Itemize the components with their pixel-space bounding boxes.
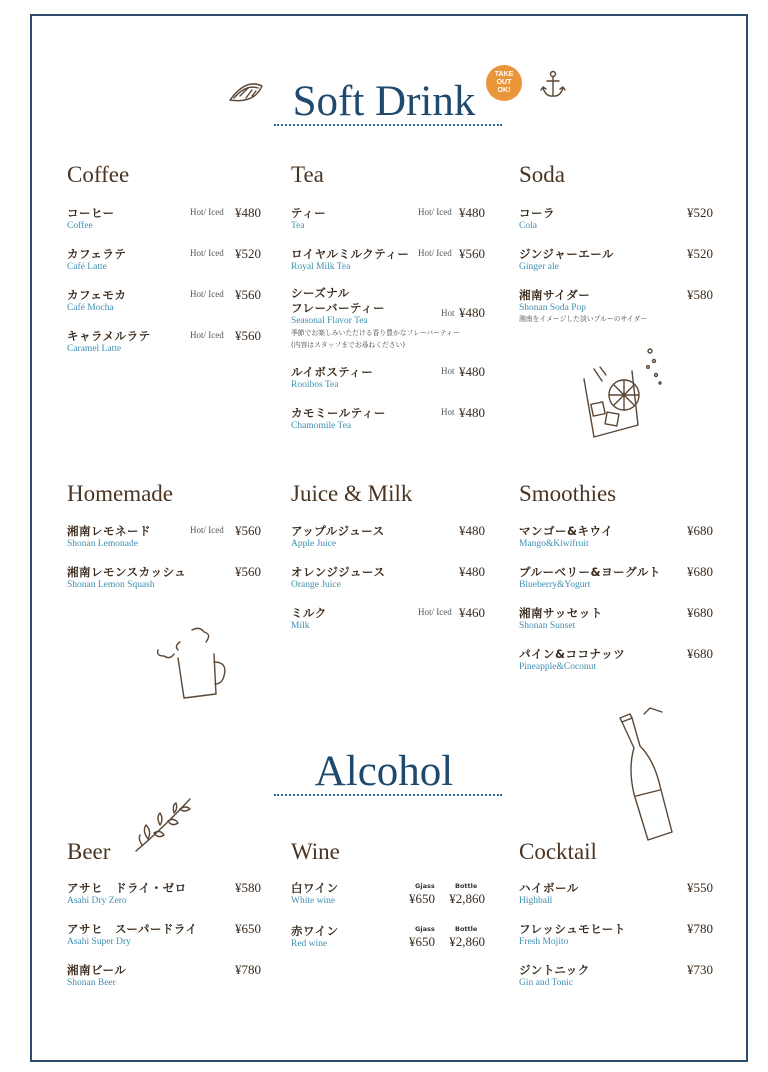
item-name-en: Café Latte <box>67 262 107 272</box>
item-name-en: Shonan Soda Pop <box>519 303 587 313</box>
item-name-en: Caramel Latte <box>67 344 122 354</box>
hot-label: Hot <box>441 407 455 417</box>
item-name-en: Asahi Dry Zero <box>67 896 127 906</box>
item-price: ¥560 <box>235 564 261 579</box>
soda-heading: Soda <box>519 162 565 187</box>
menu-item <box>67 880 261 916</box>
item-price: ¥520 <box>687 246 713 261</box>
menu-item <box>519 646 713 682</box>
item-name-en: Pineapple&Coconut <box>519 662 597 672</box>
item-name-jp: 湘南レモンスカッシュ <box>67 565 187 579</box>
soda-glass-icon <box>580 345 670 445</box>
hot-label: Hot <box>441 366 455 376</box>
item-price: ¥480 <box>459 305 485 320</box>
bottle-price: ¥2,860 <box>449 934 485 949</box>
item-name-jp: カモミールティー <box>291 406 386 420</box>
item-name-jp: ルイボスティー <box>291 365 374 379</box>
hot-iced-label: Hot/ Iced <box>190 330 224 340</box>
menu-item <box>67 287 261 323</box>
item-price: ¥520 <box>235 246 261 261</box>
item-name-en: Fresh Mojito <box>519 937 569 947</box>
item-price: ¥680 <box>687 564 713 579</box>
item-name-en: Asahi Super Dry <box>67 937 131 947</box>
item-price: ¥680 <box>687 646 713 661</box>
item-name-en: Shonan Sunset <box>519 621 576 631</box>
item-name-en: Shonan Lemon Squash <box>67 580 155 590</box>
menu-item <box>67 962 261 998</box>
item-name-en: Apple Juice <box>291 539 337 549</box>
item-price: ¥680 <box>687 605 713 620</box>
title-divider <box>274 124 502 126</box>
menu-item <box>291 523 485 559</box>
item-name-en: White wine <box>291 896 336 906</box>
item-name-jp: コーラ <box>519 206 555 220</box>
menu-item <box>291 605 485 641</box>
item-price: ¥780 <box>687 921 713 936</box>
item-name-jp: フレッシュモヒート <box>519 922 626 936</box>
item-price: ¥560 <box>459 246 485 261</box>
item-price: ¥480 <box>459 205 485 220</box>
item-name-jp: ジンジャーエール <box>519 247 614 261</box>
item-name-jp: 湘南レモネード <box>67 524 151 538</box>
menu-item <box>67 246 261 282</box>
item-price: ¥560 <box>235 287 261 302</box>
menu-item <box>519 205 713 241</box>
menu-item <box>519 605 713 641</box>
hot-iced-label: Hot/ Iced <box>418 207 452 217</box>
lemon-slice-icon <box>226 76 266 106</box>
item-note: 湘南をイメージした淡いブルーのサイダー <box>519 315 648 323</box>
item-name-jp: オレンジジュース <box>291 565 386 579</box>
item-price: ¥480 <box>235 205 261 220</box>
soft-drink-title: Soft Drink <box>292 78 476 125</box>
item-name-jp: マンゴー&キウイ <box>519 524 614 538</box>
cocktail-heading: Cocktail <box>519 839 597 864</box>
menu-item <box>67 205 261 241</box>
glass-label: Gjass <box>415 925 435 933</box>
item-name-en: Rooibos Tea <box>291 380 339 390</box>
tea-heading: Tea <box>291 162 324 187</box>
item-name-en: Mango&Kiwifruit <box>519 539 589 549</box>
item-name-jp: ティー <box>291 206 327 220</box>
menu-item <box>291 564 485 600</box>
item-name-jp: シーズナル <box>291 286 350 300</box>
item-name-jp: コーヒー <box>67 206 115 220</box>
beer-heading: Beer <box>67 839 111 864</box>
item-name-jp-line2: フレーバーティー <box>291 301 386 315</box>
menu-item <box>519 921 713 957</box>
menu-item <box>67 921 261 957</box>
menu-item <box>291 880 485 918</box>
menu-item <box>291 364 485 400</box>
item-name-en: Highball <box>519 896 553 906</box>
glass-price: ¥650 <box>409 934 435 949</box>
item-name-jp: ブルーベリー&ヨーグルト <box>519 565 661 579</box>
item-price: ¥730 <box>687 962 713 977</box>
menu-item <box>291 205 485 241</box>
glass-price: ¥650 <box>409 891 435 906</box>
item-name-en: Coffee <box>67 221 93 231</box>
herb-branch-icon <box>134 795 194 853</box>
item-name-en: Shonan Lemonade <box>67 539 138 549</box>
menu-item <box>67 564 261 600</box>
item-name-en: Cola <box>519 221 537 231</box>
bottle-label: Bottle <box>455 925 478 933</box>
menu-item <box>67 523 261 559</box>
item-name-en: Chamomile Tea <box>291 421 352 431</box>
menu-item <box>519 564 713 600</box>
menu-item <box>519 962 713 998</box>
hot-iced-label: Hot/ Iced <box>190 248 224 258</box>
item-name-jp: ハイボール <box>519 881 579 895</box>
menu-item <box>291 405 485 441</box>
item-price: ¥480 <box>459 405 485 420</box>
item-name-jp: 白ワイン <box>291 881 339 895</box>
item-name-en: Orange Juice <box>291 580 341 590</box>
item-name-en: Royal Milk Tea <box>291 262 351 272</box>
glass-label: Gjass <box>415 882 435 890</box>
item-name-jp: ジントニック <box>519 963 590 977</box>
item-price: ¥520 <box>687 205 713 220</box>
take-out-badge: TAKE OUT OK! <box>486 65 522 101</box>
item-price: ¥550 <box>687 880 713 895</box>
item-name-jp: 赤ワイン <box>291 924 339 938</box>
anchor-icon <box>540 70 566 100</box>
bottle-label: Bottle <box>455 882 478 890</box>
item-name-en: Tea <box>291 221 305 231</box>
item-price: ¥780 <box>235 962 261 977</box>
smoothies-heading: Smoothies <box>519 481 617 506</box>
item-name-en: Blueberry&Yogurt <box>519 580 591 590</box>
steaming-mug-icon <box>152 624 232 704</box>
hot-iced-label: Hot/ Iced <box>418 248 452 258</box>
menu-item <box>291 923 485 961</box>
item-name-jp: 湘南サイダー <box>519 288 591 302</box>
menu-item <box>67 328 261 364</box>
hot-iced-label: Hot/ Iced <box>190 207 224 217</box>
item-price: ¥560 <box>235 328 261 343</box>
menu-item <box>519 880 713 916</box>
hot-iced-label: Hot/ Iced <box>418 607 452 617</box>
menu-item <box>291 285 485 351</box>
alcohol-divider <box>274 794 502 796</box>
menu-item <box>291 246 485 282</box>
juice-milk-heading: Juice & Milk <box>291 481 413 506</box>
item-name-en: Ginger ale <box>519 262 559 272</box>
item-name-jp: アップルジュース <box>291 524 385 538</box>
hot-label: Hot <box>441 308 455 318</box>
item-price: ¥580 <box>235 880 261 895</box>
item-note: (内容はスタッフまでお尋ねください) <box>291 341 406 349</box>
item-name-jp: アサヒ スーパードライ <box>67 922 198 936</box>
item-name-en: Seasonal Flavor Tea <box>291 316 368 326</box>
hot-iced-label: Hot/ Iced <box>190 525 224 535</box>
item-price: ¥560 <box>235 523 261 538</box>
item-name-jp: キャラメルラテ <box>67 329 151 343</box>
item-name-en: Red wine <box>291 939 328 949</box>
item-price: ¥580 <box>687 287 713 302</box>
item-name-jp: 湘南サッセット <box>519 606 603 620</box>
item-price: ¥650 <box>235 921 261 936</box>
menu-item <box>519 287 713 327</box>
item-name-jp: ミルク <box>291 606 327 620</box>
item-name-jp: パイン&ココナッツ <box>519 647 626 661</box>
item-name-en: Milk <box>291 621 310 631</box>
hot-iced-label: Hot/ Iced <box>190 289 224 299</box>
homemade-heading: Homemade <box>67 481 174 506</box>
coffee-heading: Coffee <box>67 162 130 187</box>
wine-heading: Wine <box>291 839 340 864</box>
item-name-jp: ロイヤルミルクティー <box>291 247 410 261</box>
item-name-en: Gin and Tonic <box>519 978 574 988</box>
item-note: 季節でお楽しみいただける香り豊かなフレーバーティー <box>291 329 460 337</box>
item-price: ¥480 <box>459 564 485 579</box>
alcohol-title: Alcohol <box>314 748 454 795</box>
menu-item <box>519 523 713 559</box>
item-price: ¥480 <box>459 364 485 379</box>
item-name-en: Café Mocha <box>67 303 114 313</box>
bottle-price: ¥2,860 <box>449 891 485 906</box>
item-price: ¥460 <box>459 605 485 620</box>
item-name-jp: カフェラテ <box>67 247 127 261</box>
item-name-jp: カフェモカ <box>67 288 127 302</box>
item-name-jp: 湘南ビール <box>67 963 127 977</box>
menu-item <box>519 246 713 282</box>
item-price: ¥680 <box>687 523 713 538</box>
item-price: ¥480 <box>459 523 485 538</box>
item-name-en: Shonan Beer <box>67 978 116 988</box>
item-name-jp: アサヒ ドライ・ゼロ <box>67 881 187 895</box>
